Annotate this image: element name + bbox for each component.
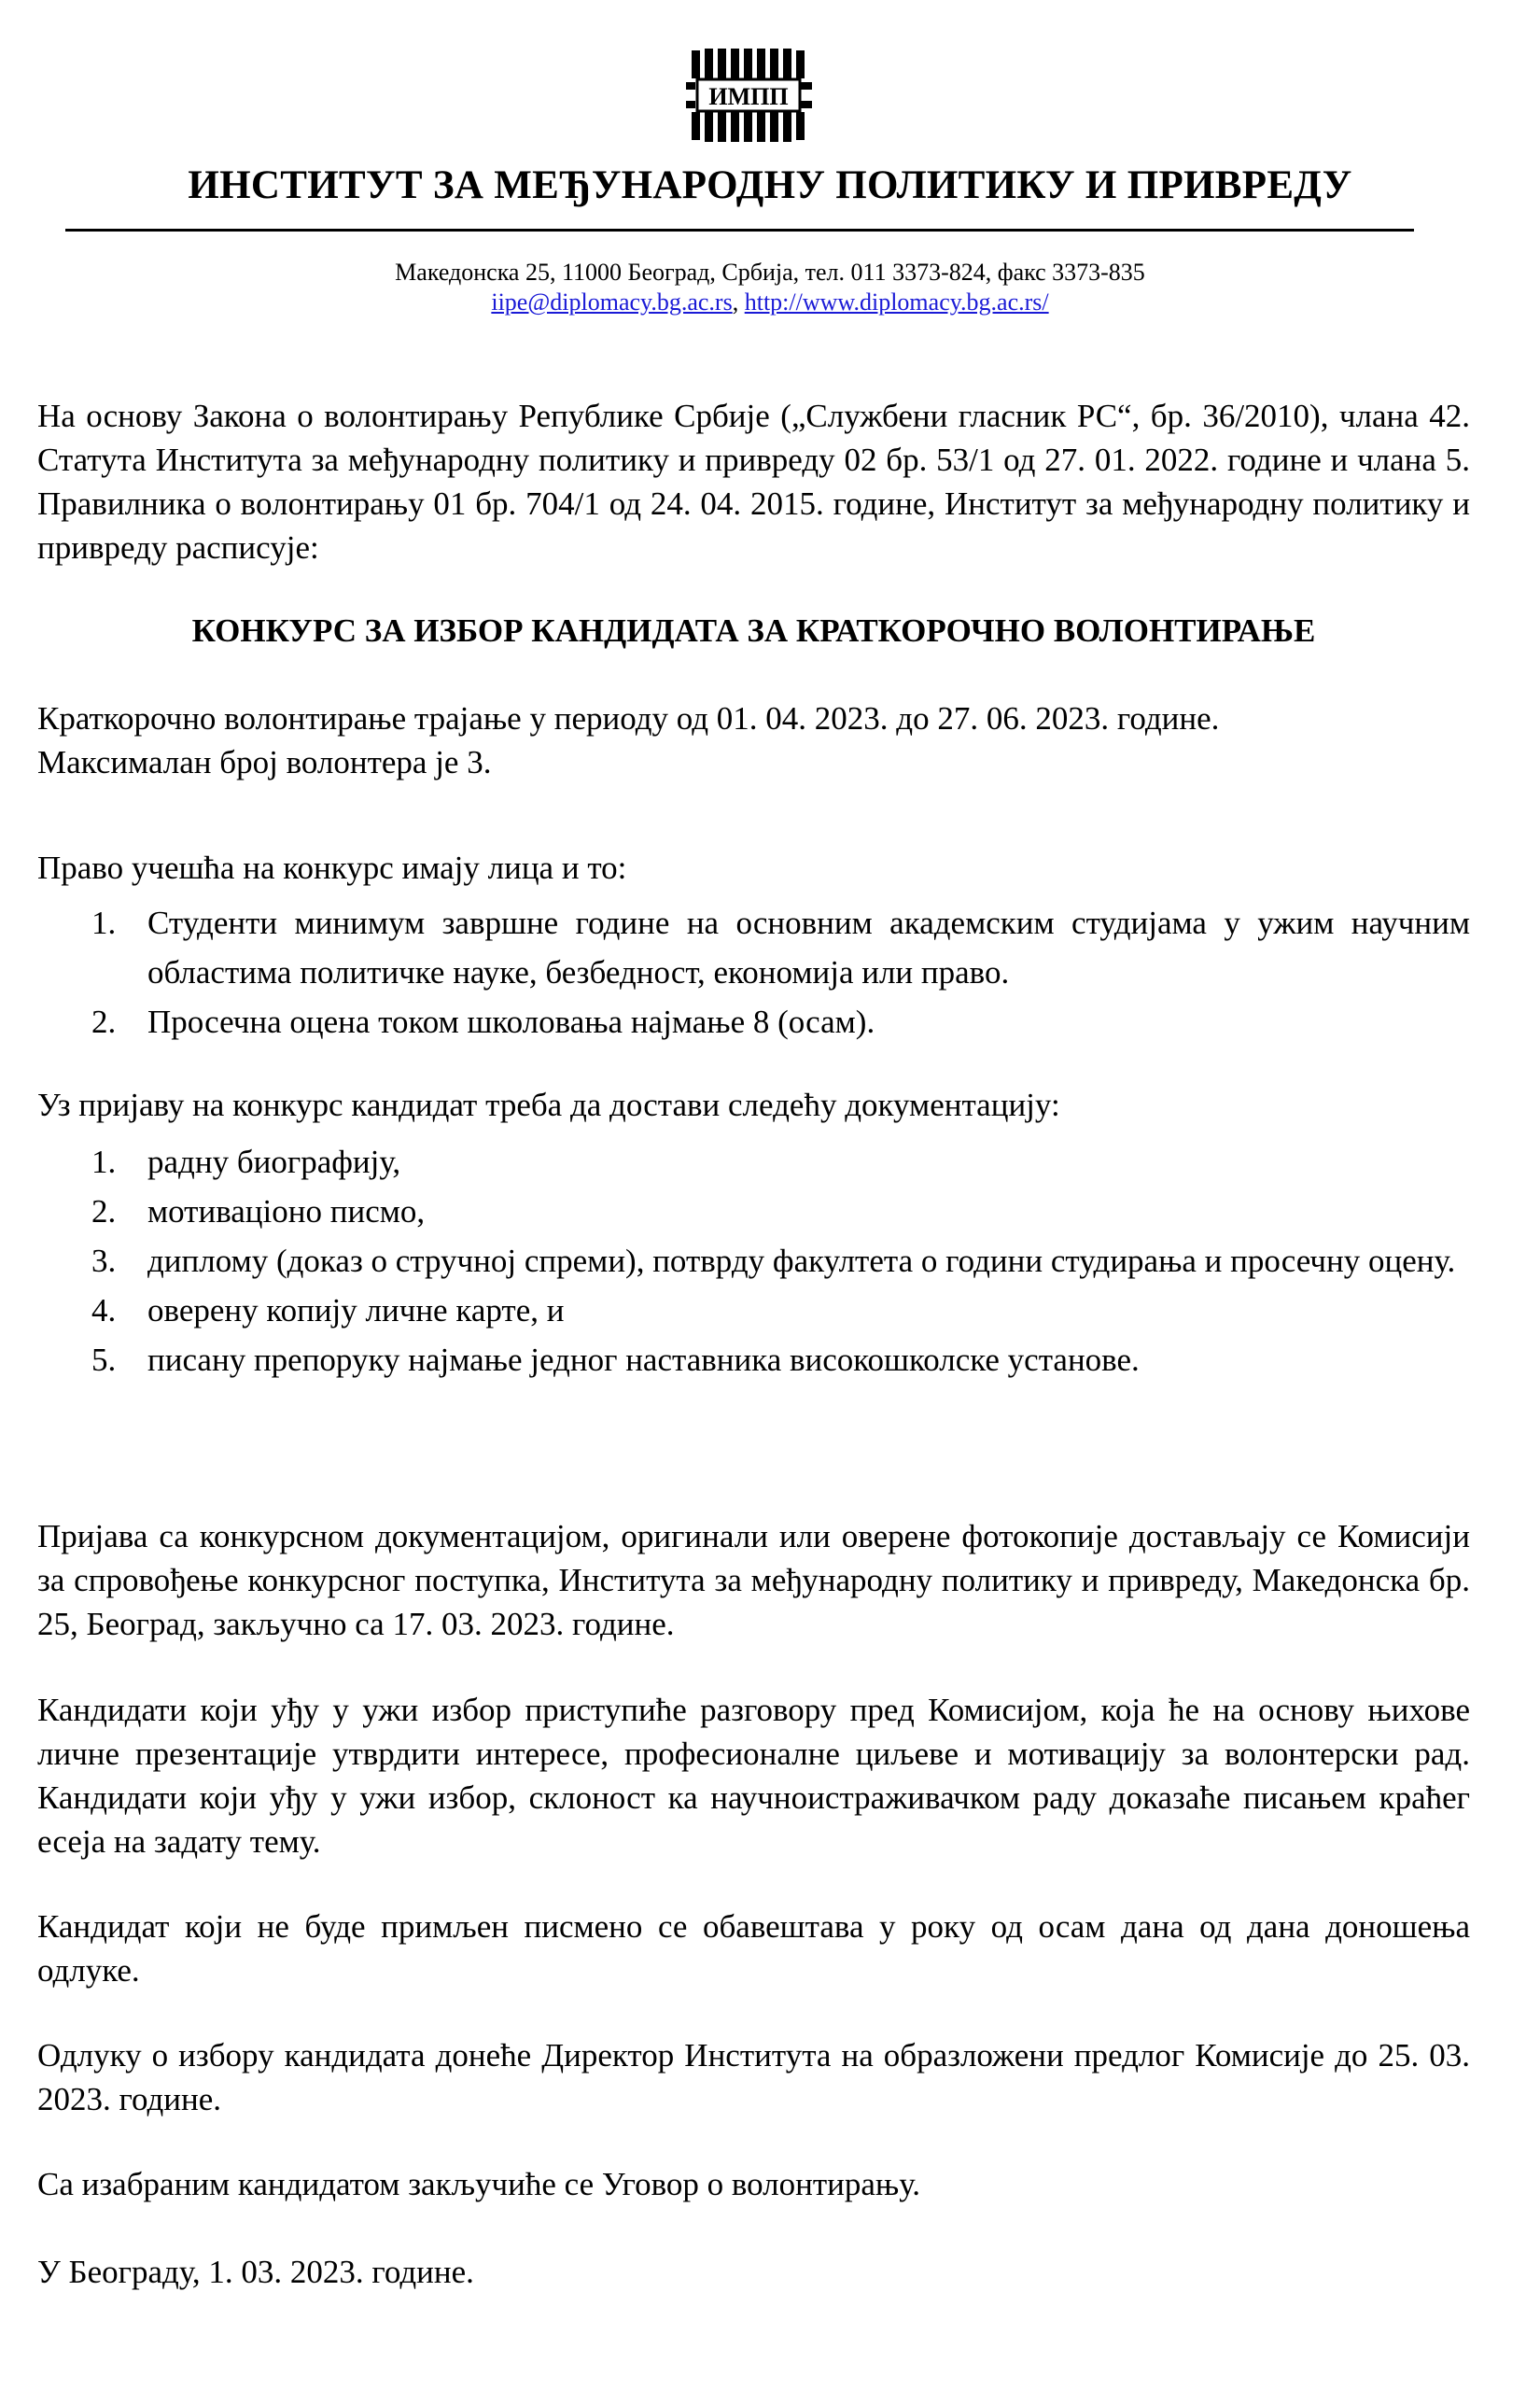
logo-emblem-icon [686,49,819,142]
place-date-line: У Београду, 1. 03. 2023. године. [37,2254,474,2290]
contract-paragraph: Са изабраним кандидатом закључиће се Уговор о волонтирању. [37,2166,920,2202]
list-item-number: 5. [91,1342,117,1378]
list-item [37,1187,1470,1236]
list-item-text: оверену копију личне карте, и [147,1292,565,1329]
decision-paragraph: Одлуку о избору кандидата донеће Директор Института на образложени предлог Комисије до 25. 03. 2023. године. [37,2037,1470,2117]
institute-address: Македонска 25, 11000 Београд, Србија, тел. 011 3373-824, факс 3373-835 [395,259,1145,286]
period-paragraph [37,696,1470,784]
list-item-text: диплому (доказ о стручној спреми), потврду факултета о години студирања и просечну оцену. [147,1243,1456,1279]
list-item-number: 1. [91,1144,117,1180]
email-link[interactable]: iipe@diplomacy.bg.ac.rs [491,288,733,316]
list-item [37,898,1470,997]
legal-basis-paragraph: На основу Закона о волонтирању Републике Србије („Службени гласник РС“, бр. 36/2010), члана 42. Статута Института за међународну политику и привреду 02 бр. 53/1 од 27. 01. 2022. године и члана 5. Правилника о волонтирању 01 бр. 704/1 од 24. 04. 2015. године, Институт за међународну политику и привреду расписује: [37,398,1470,566]
max-volunteers-line: Максималан број волонтера је 3. [37,744,492,780]
links-separator: , [732,288,745,316]
contact-links [56,288,1484,316]
submission-paragraph: Пријава са конкурсном документацијом, оригинали или оверене фотокопије достављају се Комисији за спровођење конкурсног поступка, Института за међународну политику и привреду, Македонска бр. 25, Београд, закључно са 17. 03. 2023. године. [37,1518,1470,1642]
website-link[interactable]: http://www.diplomacy.bg.ac.rs/ [744,288,1049,316]
period-line: Краткорочно волонтирање трајање у периоду од 01. 04. 2023. до 27. 06. 2023. године. [37,700,1220,737]
institute-logo [686,49,819,142]
list-item-number: 1. [91,905,117,941]
list-item-number: 3. [91,1243,117,1279]
selection-paragraph: Кандидати који уђу у ужи избор приступиће разговору пред Комисијом, која ће на основу њихове личне презентације утврдити интересе, професионалне циљеве и мотивацију за волонтерски рад. Кандидати који уђу у ужи избор, склоност ка научноистраживачком раду доказаће писањем краћег есеја на задату тему. [37,1692,1470,1860]
list-item-number: 2. [91,1193,117,1230]
documents-list [37,1137,1470,1385]
documents-intro: Уз пријаву на конкурс кандидат треба да достави следећу документацију: [37,1087,1060,1123]
list-item-text: писану препоруку најмање једног наставника високошколске установе. [147,1342,1140,1378]
logo-text: ИМПП [708,83,789,110]
list-item-text: мотиваціоно писмо, [147,1193,426,1230]
list-item [37,1236,1470,1286]
rejection-paragraph: Кандидат који не буде примљен писмено се обавештава у року од осам дана од дана доношења одлуке. [37,1908,1470,1989]
list-item [37,1335,1470,1385]
institute-name: ИНСТИТУТ ЗА МЕЂУНАРОДНУ ПОЛИТИКУ И ПРИВРЕДУ [188,163,1352,207]
list-item [37,1137,1470,1187]
list-item [37,997,1470,1047]
eligibility-list [37,898,1470,1047]
list-item-text: Просечна оцена током школовања најмање 8 (осам). [147,1004,875,1040]
list-item [37,1286,1470,1335]
competition-title: КОНКУРС ЗА ИЗБОР КАНДИДАТА ЗА КРАТКОРОЧНО ВОЛОНТИРАЊЕ [191,612,1316,649]
list-item-number: 2. [91,1004,117,1040]
list-item-text: Студенти минимум завршне године на основним академским студијама у ужим научним областима политичке науке, безбедност, економија или право. [147,905,1470,991]
header-divider [65,229,1414,232]
list-item-text: радну биографију, [147,1144,401,1180]
eligibility-intro: Право учешћа на конкурс имају лица и то: [37,850,627,886]
list-item-number: 4. [91,1292,117,1329]
